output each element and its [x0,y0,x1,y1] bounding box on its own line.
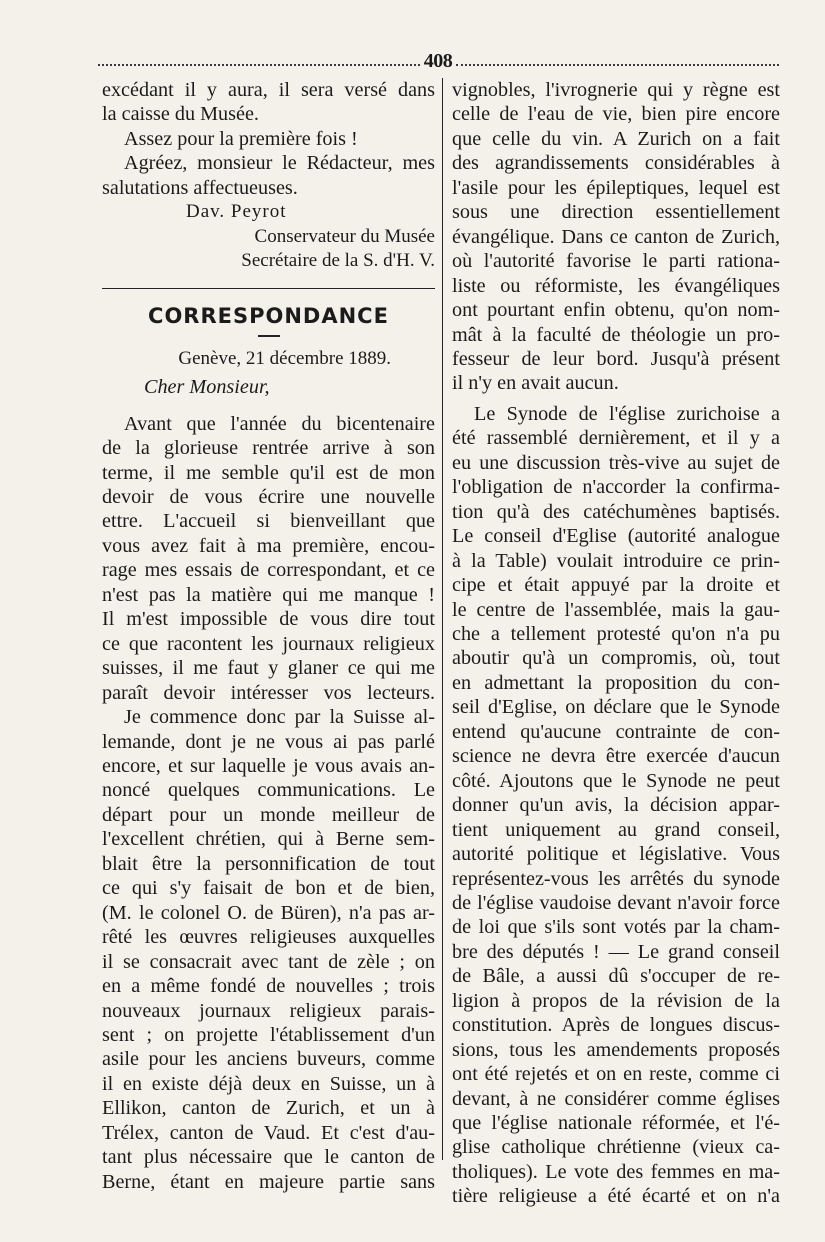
text-line: rêté les œuvres religieuses auxquelles [102,926,435,949]
right-column [452,78,780,1209]
text-line: ligion à propos de la révision de la [452,989,780,1012]
text-line: vignobles, l'ivrognerie qui y règne est [452,79,780,101]
text-line: tière religieuse a été écarté et on n'a [452,1185,780,1208]
text-line: bre des députés ! — Le grand conseil [452,940,780,963]
text-line: entend qu'aucune contrainte de con- [452,720,780,743]
header-dotted-rule-right [456,64,779,66]
text-line: Berne, étant en majeure partie sans [102,1170,435,1193]
text-line: tion qu'à des catéchumènes baptisés. [452,500,780,523]
text-line: tant plus nécessaire que le canton de [102,1146,435,1169]
column-divider [442,78,443,1160]
letter-ending [102,78,435,200]
text-line: liste ou réformiste, les évangéliques [452,274,780,297]
text-line: lemande, dont je ne vous ai pas parlé [102,730,435,753]
text-line: cipe et était appuyé par la droite et [452,574,780,597]
text-line: l'obligation de n'accorder la confirma- [452,476,780,499]
text-line: des agrandissements considérables à [452,152,780,175]
page-number: 408 [423,50,453,72]
text-line: sous une direction essentiellement [452,201,780,224]
text-line: Le conseil d'Eglise (autorité analogue [452,525,780,548]
text-line: ettre. L'accueil si bienveillant que [102,510,435,533]
text-line: Agréez, monsieur le Rédacteur, mes [124,152,435,175]
text-line: Assez pour la première fois ! [124,127,358,150]
text-line: Ellikon, canton de Zurich, et un à [102,1097,435,1120]
text-line: mât à la faculté de théologie un pro- [452,323,780,346]
text-line: que l'église nationale réformée, et l'é- [452,1112,780,1135]
text-line: l'excellent chrétien, qui à Berne sem- [102,828,435,851]
text-line: vous avez fait à ma première, encou- [102,534,435,557]
text-line: (M. le colonel O. de Büren), n'a pas ar- [102,901,435,924]
text-line: Trélex, canton de Vaud. Et c'est d'au- [102,1121,435,1144]
text-line: asile pour les anciens buveurs, comme [102,1048,435,1071]
text-line: donner qu'un avis, la décision appar- [452,794,780,817]
text-line: celle de l'eau de vie, bien pire encore [452,103,780,126]
text-line: à la Table) voulait introduire ce prin- [452,549,780,572]
left-column [102,78,435,1194]
text-line: sions, tous les amendements proposés [452,1038,780,1061]
paragraph [102,412,435,705]
text-line: glise catholique chrétienne (vieux ca- [452,1136,780,1159]
section-title: CORRESPONDANCE [148,303,389,328]
text-line: l'asile pour les épileptiques, lequel est [452,176,780,199]
text-line: de loi que s'ils sont votés par la cham- [452,916,780,939]
text-line: aboutir qu'à un compromis, où, tout [452,647,780,670]
text-line: terme, il me semble qu'il est de mon [102,461,435,484]
text-line: la caisse du Musée. [102,103,259,126]
paragraph [102,705,435,1194]
text-line: Il m'est impossible de vous dire tout [102,608,435,631]
text-line: il se consacrait avec tant de zèle ; on [102,950,435,973]
text-line: Avant que l'année du bicentenaire [124,412,435,435]
dateline: Genève, 21 décembre 1889. [178,347,391,369]
text-line: paraît devoir intéresser vos lecteurs. [102,681,435,704]
text-line: sent ; on projette l'établissement d'un [102,1023,435,1046]
text-line: en a même fondé de nouvelles ; trois [102,975,435,998]
paragraph [452,402,780,1209]
text-line: ce que racontent les journaux religieux [102,632,435,655]
text-line: n'est pas la matière qui me manque ! [102,583,435,606]
text-line: tient uniquement au grand conseil, [452,818,780,841]
text-line: noncé quelques communications. Le [102,779,435,802]
text-line: représentez-vous les arrêtés du synode [452,867,780,890]
text-line: ce qui s'y faisait de bon et de bien, [102,877,435,900]
text-line: départ pour un monde meilleur de [102,803,435,826]
text-line: encore, et sur laquelle je vous avais an- [102,754,435,777]
title-dash-ornament [258,335,280,340]
text-line: science ne devra être exercée d'aucun [452,745,780,768]
text-line: le centre de l'assemblée, mais la gau- [452,598,780,621]
text-line: excédant il y aura, il sera versé dans [102,79,435,101]
signature-title: Secrétaire de la S. d'H. V. [241,250,435,272]
text-line: de l'église vaudoise devant n'avoir force [452,891,780,914]
signature-block [102,200,435,273]
paragraph [452,78,780,396]
text-line: tholiques). Le vote des femmes en ma- [452,1160,780,1183]
header-dotted-rule-left [98,64,420,66]
text-line: nouveaux journaux religieux parais- [102,999,435,1022]
text-line: de Bâle, a aussi dû s'occuper de re- [452,965,780,988]
text-line: autorité politique et législative. Vous [452,843,780,866]
text-line: de la glorieuse rentrée arrive à son [102,437,435,460]
text-line: che a tellement protesté qu'on n'a pu [452,622,780,645]
section-rule [102,288,435,289]
text-line: rage mes essais de correspondant, et ce [102,559,435,582]
text-line: constitution. Après de longues discus- [452,1014,780,1037]
text-line: blait être la personnification de tout [102,852,435,875]
text-line: ont été rejetés et on en reste, comme ci [452,1063,780,1086]
text-line: évangélique. Dans ce canton de Zurich, [452,225,780,248]
text-line: eu une discussion très-vive au sujet de [452,451,780,474]
text-line: suisses, il me faut y glaner ce qui me [102,657,435,680]
text-line: seil d'Eglise, on déclare que le Synode [452,696,780,719]
salutation: Cher Monsieur, [144,375,270,398]
text-line: Je commence donc par la Suisse al- [124,706,435,729]
text-line: côté. Ajoutons que le Synode ne peut [452,769,780,792]
text-line: ont pourtant enfin obtenu, qu'on nom- [452,299,780,322]
text-line: où l'autorité favorise le parti rationa- [452,250,780,273]
signature-name: Dav. Peyrot [186,201,287,223]
signature-title: Conservateur du Musée [254,225,435,247]
text-line: été rassemblé dernièrement, et il y a [452,427,780,450]
text-line: devoir de vous écrire une nouvelle [102,485,435,508]
text-line: Le Synode de l'église zurichoise a [474,402,780,425]
text-line: devant, à ne considérer comme églises [452,1087,780,1110]
text-line: que celle du vin. A Zurich on a fait [452,127,780,150]
text-line: fesseur de leur bord. Jusqu'à présent [452,347,780,370]
text-line: il en existe déjà deux en Suisse, un à [102,1072,435,1095]
text-line: il n'y en avait aucun. [452,372,619,395]
text-line: salutations affectueuses. [102,176,298,199]
text-line: en admettant la proposition du con- [452,671,780,694]
